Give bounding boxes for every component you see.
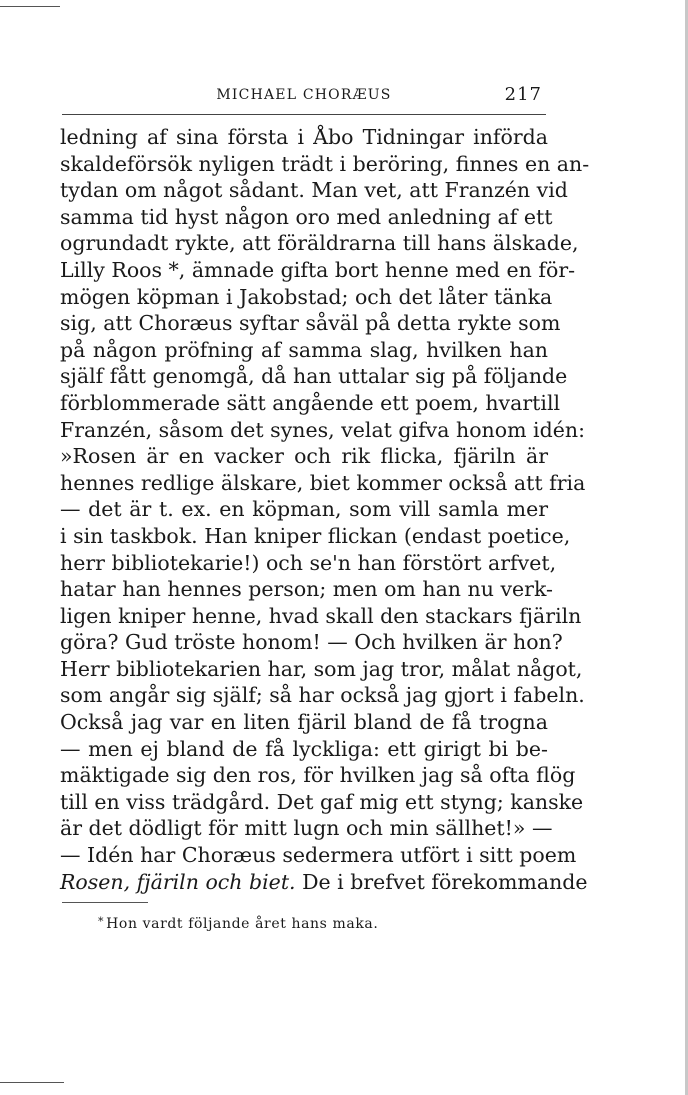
text-line: ogrundadt rykte, att föräldrarna till hans älskade, [60, 231, 579, 256]
running-title: MICHAEL CHORÆUS [216, 87, 392, 103]
text-line: som angår sig själf; så har också jag gjort i fabeln. [60, 683, 585, 708]
text-line: Också jag var en liten fjäril bland de få trogna [60, 710, 548, 735]
text-line: göra? Gud tröste honom! — Och hvilken är hon? [60, 630, 563, 655]
text-line: skaldeförsök nyligen trädt i beröring, finnes en an- [60, 151, 590, 176]
footnote-text: Hon vardt följande året hans maka. [106, 916, 379, 932]
text-line: mögen köpman i Jakobstad; och det låter tänka [60, 284, 553, 309]
text-line: ligen kniper henne, hvad skall den stackars fjäriln [60, 603, 582, 628]
poem-title: Rosen, fjäriln och biet. [60, 869, 296, 894]
scan-edge-line-bottom [0, 1082, 64, 1083]
text-line: mäktigade sig den ros, för hvilken jag så ofta flög [60, 763, 576, 788]
text-line: till en viss trädgård. Det gaf mig ett styng; kanske [60, 789, 584, 814]
text-line: Franzén, såsom det synes, velat gifva honom idén: [60, 417, 585, 442]
text-line: »Rosen är en vacker och rik flicka, fjäriln är [60, 444, 548, 469]
text-line-last [60, 869, 588, 896]
text-line: ledning af sina första i Åbo Tidningar införda [60, 125, 548, 149]
text-line: Herr bibliotekarien har, som jag tror, målat något, [60, 656, 583, 681]
running-head [62, 84, 546, 114]
header-rule [62, 114, 546, 115]
text-line: sig, att Choræus syftar såväl på detta rykte som [60, 311, 561, 336]
footnote-mark: * [98, 915, 105, 928]
text-line: på någon pröfning af samma slag, hvilken han [60, 337, 548, 362]
text-line: Lilly Roos *, ämnade gifta bort henne med en för- [60, 257, 576, 282]
text-line: samma tid hyst någon oro med anledning af ett [60, 204, 553, 229]
footnote [98, 915, 378, 932]
text-line: herr bibliotekarie!) och se'n han förstört arfvet, [60, 550, 557, 575]
footnote-rule [62, 902, 148, 903]
text-line-last-rest: De i brefvet förekommande [295, 869, 588, 894]
text-line: tydan om något sådant. Man vet, att Franzén vid [60, 178, 568, 203]
text-line: hennes redlige älskare, biet kommer också att fria [60, 470, 586, 495]
text-line: hatar han hennes person; men om han nu verk- [60, 577, 553, 602]
text-line: själf fått genomgå, då han uttalar sig på följande [60, 364, 568, 389]
text-line: förblommerade sätt angående ett poem, hvartill [60, 390, 561, 415]
text-line: är det dödligt för mitt lugn och min sällhet!» — [60, 816, 553, 841]
text-line: — det är t. ex. en köpman, som vill samla mer [60, 497, 548, 522]
text-line: — Idén har Choræus sedermera utfört i sitt poem [60, 843, 577, 868]
body-text [60, 124, 590, 895]
text-line: — men ej bland de få lyckliga: ett girigt bi be- [60, 736, 548, 761]
text-line: i sin taskbok. Han kniper flickan (endast poetice, [60, 523, 571, 548]
page-number: 217 [504, 84, 542, 105]
scan-edge-line-top [0, 6, 60, 7]
